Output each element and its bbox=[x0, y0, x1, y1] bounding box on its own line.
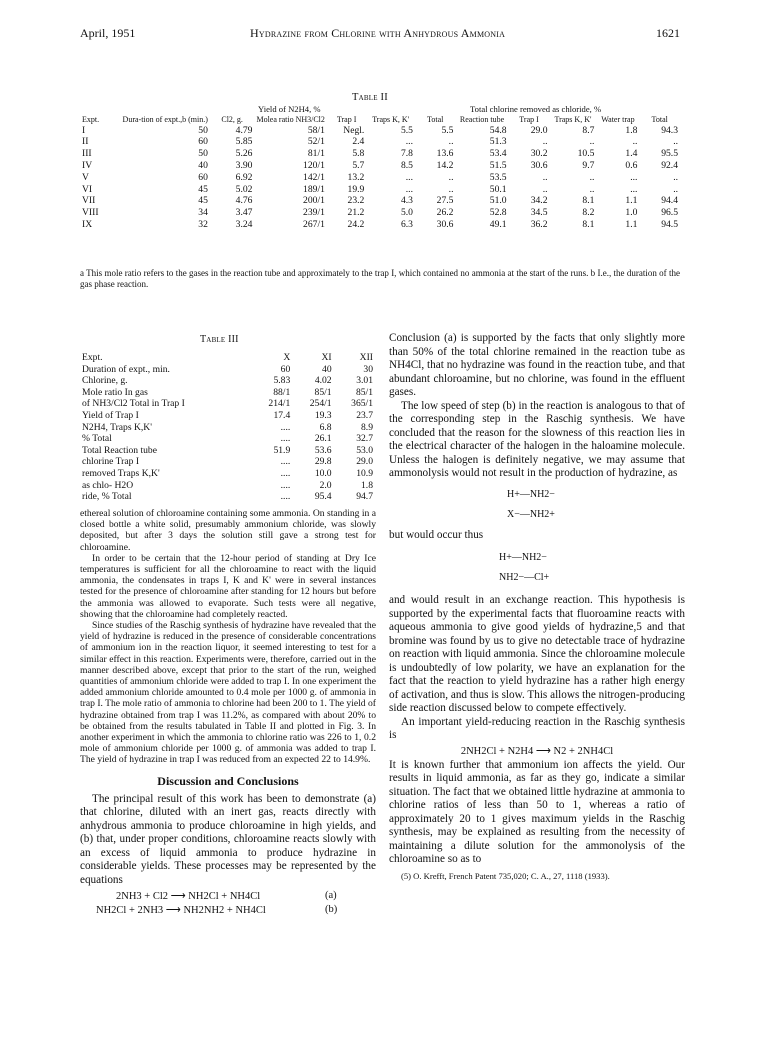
table2-cell: 92.4 bbox=[661, 159, 678, 171]
table2-row bbox=[80, 207, 680, 219]
table2-cell: 50 bbox=[198, 124, 208, 136]
table3-cell: .... bbox=[280, 491, 291, 503]
table3-cell: of NH3/Cl2 Total in Trap I bbox=[82, 398, 185, 410]
equation-b-label: (b) bbox=[325, 904, 338, 916]
table3-cell: 2.0 bbox=[319, 479, 332, 491]
table3-cell: 214/1 bbox=[268, 398, 291, 410]
table-2 bbox=[80, 116, 680, 231]
table2-row bbox=[80, 125, 680, 137]
table2-cell: 189/1 bbox=[303, 183, 325, 195]
table2-cell: .. bbox=[448, 183, 454, 195]
section-heading: Discussion and Conclusions bbox=[157, 773, 299, 788]
table3-cell: 29.8 bbox=[314, 456, 332, 468]
table2-cell: 5.5 bbox=[441, 124, 454, 136]
table-3 bbox=[80, 352, 375, 503]
table3-cell: Mole ratio In gas bbox=[82, 386, 148, 398]
table3-cell: .... bbox=[280, 421, 291, 433]
table2-cell: 0.6 bbox=[625, 159, 638, 171]
table2-cell: 60 bbox=[198, 171, 208, 183]
table2-cell: 34 bbox=[198, 207, 208, 219]
table3-cell: 53.0 bbox=[356, 444, 373, 456]
table3-row bbox=[80, 491, 375, 503]
formula-2-line-2: NH2−—Cl+ bbox=[499, 572, 550, 583]
table2-cell: 30.2 bbox=[530, 148, 548, 160]
table3-cell: 60 bbox=[280, 363, 291, 375]
table2-cell: 8.1 bbox=[582, 218, 595, 230]
table2-cell: II bbox=[82, 136, 89, 148]
table2-cell: 32 bbox=[198, 218, 208, 230]
table3-cell: Duration of expt., min. bbox=[82, 363, 170, 375]
table2-cell: ... bbox=[405, 183, 413, 195]
table2-cell: 5.0 bbox=[400, 207, 413, 219]
table3-cell: 32.7 bbox=[356, 433, 373, 445]
table3-cell: X bbox=[283, 352, 291, 363]
table2-cell: 45 bbox=[198, 195, 208, 207]
table2-cell: 13.2 bbox=[347, 171, 365, 183]
table3-cell: 6.8 bbox=[319, 421, 332, 433]
table2-cell: V bbox=[82, 171, 89, 183]
table2-row bbox=[80, 184, 680, 196]
table3-row bbox=[80, 480, 375, 492]
table2-cell: 94.4 bbox=[661, 195, 678, 207]
table2-cell: 239/1 bbox=[303, 207, 325, 219]
table2-cell: 4.3 bbox=[400, 195, 413, 207]
table2-cell: III bbox=[82, 148, 92, 160]
table3-cell: Expt. bbox=[82, 352, 103, 363]
table2-cell: 3.47 bbox=[235, 207, 253, 219]
equation-c: 2NH2Cl + N2H4 ⟶ N2 + 2NH4Cl bbox=[460, 745, 614, 757]
table2-cell: ... bbox=[630, 183, 638, 195]
table2-cell: .. bbox=[673, 183, 678, 195]
table3-cell: XI bbox=[321, 352, 332, 363]
table3-cell: XII bbox=[359, 352, 373, 363]
left-paragraph-1: ethereal solution of chloroamine containing some ammonia. On standing in a closed bottle a white solid, presumably ammonium chloride, was slowly deposited, but after 3 days the solution still gave a strong test for chloroamine. bbox=[80, 508, 377, 553]
table2-header: Dura-tion of expt.,b (min.) bbox=[122, 115, 208, 124]
table3-row bbox=[80, 375, 375, 387]
table3-cell: 94.7 bbox=[356, 491, 373, 503]
table2-cell: 8.5 bbox=[400, 159, 413, 171]
equation-a-label: (a) bbox=[325, 890, 337, 902]
table3-cell: 5.83 bbox=[273, 375, 291, 387]
table2-cell: ... bbox=[405, 171, 413, 183]
formula-2-line-1: H+—NH2− bbox=[499, 552, 547, 563]
table2-cell: 53.5 bbox=[489, 171, 507, 183]
table3-row bbox=[80, 352, 375, 364]
table2-header-row bbox=[80, 116, 680, 125]
table2-row bbox=[80, 195, 680, 207]
table2-cell: 4.79 bbox=[235, 124, 253, 136]
table3-cell: 3.01 bbox=[356, 375, 373, 387]
table2-cell: IX bbox=[82, 218, 93, 230]
formula-1-line-1: H+—NH2− bbox=[507, 488, 555, 500]
table2-row bbox=[80, 148, 680, 160]
table2-cell: 7.8 bbox=[400, 148, 413, 160]
table2-title: Table II bbox=[352, 92, 388, 103]
table2-row bbox=[80, 160, 680, 172]
table2-cell: 96.5 bbox=[661, 207, 678, 219]
table2-cell: 49.1 bbox=[489, 218, 507, 230]
table2-cell: 1.8 bbox=[625, 124, 638, 136]
table2-cell: 13.6 bbox=[436, 148, 454, 160]
table2-cell: 52/1 bbox=[307, 136, 325, 148]
footnote-5: (5) O. Krefft, French Patent 735,020; C. A., 27, 1118 (1933). bbox=[401, 870, 610, 881]
table2-cell: 30.6 bbox=[530, 159, 548, 171]
table3-row bbox=[80, 422, 375, 434]
table2-cell: 267/1 bbox=[303, 218, 325, 230]
table2-header: Total bbox=[651, 115, 668, 124]
table2-cell: 10.5 bbox=[577, 148, 595, 160]
table2-cell: 27.5 bbox=[436, 195, 454, 207]
equation-b-text: NH2Cl + 2NH3 ⟶ NH2NH2 + NH4Cl bbox=[96, 905, 266, 917]
table2-header: Total bbox=[427, 115, 444, 124]
table3-cell: 95.4 bbox=[314, 491, 332, 503]
table3-cell: 29.0 bbox=[356, 456, 373, 468]
table2-cell: I bbox=[82, 124, 86, 136]
table2-cell: 5.7 bbox=[352, 159, 365, 171]
table3-title: Table III bbox=[200, 334, 239, 345]
table2-cell: 8.7 bbox=[582, 124, 595, 136]
table2-cell: 51.5 bbox=[489, 159, 507, 171]
page-number: 1621 bbox=[656, 26, 680, 40]
table2-cell: 52.8 bbox=[489, 207, 507, 219]
table2-cell: 5.8 bbox=[352, 148, 365, 160]
right-paragraph-4: An important yield-reducing reaction in the Raschig synthesis is bbox=[389, 715, 685, 741]
table2-cell: 34.5 bbox=[530, 207, 548, 219]
table2-cell: 60 bbox=[198, 136, 208, 148]
table2-cell: ... bbox=[405, 136, 413, 148]
formula-2 bbox=[499, 548, 685, 588]
table3-cell: 4.02 bbox=[314, 375, 332, 387]
table3-cell: ride, % Total bbox=[82, 491, 132, 503]
table2-cell: 3.90 bbox=[235, 159, 253, 171]
table2-cell: 51.3 bbox=[489, 136, 507, 148]
table2-cell: 1.4 bbox=[625, 148, 638, 160]
table3-cell: .... bbox=[280, 479, 291, 491]
right-paragraph-3: and would result in an exchange reaction. This hypothesis is supported by the experimental facts that fluoroamine reacts with aqueous ammonia to give good yields of hydrazine,5 and that bromine was found by us to give no detectable trace of hydrazine on reaction with liquid ammonia. Since the chloroamine molecule is undoubtedly of low polarity, we have an explanation for the fact that the reaction to yield hydrazine has a rather high energy of activation, and thus is slow. This allows the nitrogen-producing side reaction discussed below to compete effectively. bbox=[389, 594, 685, 714]
left-paragraph-2: In order to be certain that the 12-hour period of standing at Dry Ice temperatures is sufficient for all the chloroamine to react with the liquid ammonia, the condensates in traps I, K and K' were in several instances tested for the presence of chloroamine after standing for 12 hours but before the ammonia was allowed to evaporate. Such tests were all negative, showing that the chloroamine had completely reacted. bbox=[80, 552, 376, 620]
table2-cell: 8.1 bbox=[582, 195, 595, 207]
table2-header: Trap I bbox=[519, 115, 539, 124]
table3-cell: Total Reaction tube bbox=[82, 444, 157, 456]
table2-cell: .. bbox=[673, 136, 678, 148]
table2-cell: ... bbox=[630, 171, 638, 183]
table2-cell: 6.3 bbox=[400, 218, 413, 230]
table2-header: Traps K, K' bbox=[554, 115, 592, 124]
table3-cell: 23.7 bbox=[356, 409, 373, 421]
table2-cell: 8.2 bbox=[582, 207, 595, 219]
table2-cell: 58/1 bbox=[307, 124, 325, 136]
table2-cell: .. bbox=[589, 136, 595, 148]
table2-row bbox=[80, 219, 680, 231]
table2-cell: .. bbox=[589, 171, 595, 183]
table3-cell: 10.0 bbox=[314, 467, 332, 479]
running-date: April, 1951 bbox=[80, 26, 136, 40]
table3-cell: 19.3 bbox=[314, 409, 332, 421]
table2-header: Cl2, g. bbox=[221, 115, 243, 124]
table3-cell: 10.9 bbox=[356, 467, 373, 479]
table3-row bbox=[80, 387, 375, 399]
table2-header: Expt. bbox=[82, 115, 100, 124]
table2-cell: 94.5 bbox=[661, 218, 678, 230]
table2-cell: 29.0 bbox=[530, 124, 548, 136]
table2-cell: 94.3 bbox=[661, 124, 678, 136]
equation-b bbox=[80, 904, 376, 918]
table2-cell: 26.2 bbox=[436, 207, 454, 219]
table3-cell: 8.9 bbox=[361, 421, 373, 433]
table3-cell: Chlorine, g. bbox=[82, 375, 128, 387]
table3-cell: 40 bbox=[322, 363, 332, 375]
table3-cell: chlorine Trap I bbox=[82, 456, 140, 468]
table2-cell: 14.2 bbox=[436, 159, 454, 171]
table2-cell: .. bbox=[673, 171, 678, 183]
table2-cell: 3.24 bbox=[235, 218, 253, 230]
table2-header: Trap I bbox=[336, 115, 357, 124]
table2-cell: 40 bbox=[198, 159, 208, 171]
table2-row bbox=[80, 172, 680, 184]
table2-cell: 5.85 bbox=[235, 136, 253, 148]
equation-a bbox=[80, 890, 376, 904]
table3-row bbox=[80, 364, 375, 376]
table3-cell: .... bbox=[280, 456, 291, 468]
left-paragraph-3: Since studies of the Raschig synthesis of hydrazine have revealed that the yield of hydrazine is reduced in the presence of considerable concentrations of ammonium ion in the reaction liquor, it seemed interesting to test for a similar effect in this reaction. Experiments were, therefore, carried out in the manner described above, except that prior to the start of the run, weighed quantities of ammonium chloride were added to trap I. In one experiment the added ammonium chloride amounted to 0.4 mole per 1000 g. of ammonia in trap I. The mole ratio of ammonia to chlorine had been 200 to 1. The yield of hydrazine obtained from trap I was 11.2%, as compared with about 20% to be obtained from the results tabulated in Table II and plotted in Fig. 3. In another experiment in which the ammonia to chlorine ratio was 226 to 1, 0.2 mole of ammonium chloride per 1000 g. of ammonia was added to trap I. The yield of hydrazine in trap I was reduced from an expected 22 to 14.9%. bbox=[80, 620, 376, 766]
table2-cell: 1.0 bbox=[625, 207, 638, 219]
table2-header: Molea ratio NH3/Cl2 bbox=[256, 115, 325, 124]
table2-header: Traps K, K' bbox=[372, 115, 410, 124]
table2-cell: .. bbox=[589, 183, 595, 195]
table2-cell: 120/1 bbox=[303, 159, 325, 171]
table2-cell: VII bbox=[82, 195, 96, 207]
table2-cell: 19.9 bbox=[347, 183, 365, 195]
table3-row bbox=[80, 445, 375, 457]
table3-cell: 53.6 bbox=[314, 444, 332, 456]
table2-cell: 1.1 bbox=[625, 195, 638, 207]
table3-cell: 254/1 bbox=[309, 398, 332, 410]
table3-cell: .... bbox=[280, 433, 291, 445]
table2-cell: 21.2 bbox=[347, 207, 365, 219]
table2-cell: 5.02 bbox=[235, 183, 253, 195]
table3-cell: 51.9 bbox=[273, 444, 291, 456]
table2-cell: VIII bbox=[82, 207, 99, 219]
table2-cell: 34.2 bbox=[530, 195, 548, 207]
right-paragraph-5: It is known further that ammonium ion affects the yield. Our results in liquid ammonia, as far as they go, indicate a similar situation. The fact that we obtained little hydrazine at ammonia to chlorine ratios of less than 50 to 1, whereas a ratio of approximately 20 to 1 gives maximum yields in the Raschig synthesis, may be explained as resulting from the necessity of maintaining a dilute solution for the ammonolysis of the chloroamine so as to bbox=[389, 758, 685, 865]
equation-a-text: 2NH3 + Cl2 ⟶ NH2Cl + NH4Cl bbox=[116, 891, 261, 903]
table3-row bbox=[80, 468, 375, 480]
table2-cell: 50 bbox=[198, 148, 208, 160]
table2-cell: Negl. bbox=[343, 124, 365, 136]
right-transition: but would occur thus bbox=[389, 528, 484, 541]
table2-cell: 81/1 bbox=[307, 148, 325, 160]
table2-cell: 54.8 bbox=[489, 124, 507, 136]
table3-cell: 30 bbox=[363, 363, 373, 375]
table3-cell: 85/1 bbox=[314, 386, 332, 398]
table3-cell: 1.8 bbox=[361, 479, 373, 491]
formula-1-line-2: X−—NH2+ bbox=[507, 508, 555, 520]
table2-header: Reaction tube bbox=[459, 115, 505, 124]
table2-cell: 2.4 bbox=[352, 136, 365, 148]
table2-cell: .. bbox=[542, 136, 548, 148]
table3-row bbox=[80, 398, 375, 410]
table2-cell: 200/1 bbox=[303, 195, 325, 207]
table2-cell: .. bbox=[542, 171, 548, 183]
table2-cell: 9.7 bbox=[582, 159, 595, 171]
table2-cell: 1.1 bbox=[625, 218, 638, 230]
table3-cell: N2H4, Traps K,K' bbox=[82, 421, 152, 433]
running-title: Hydrazine from Chlorine with Anhydrous Ammonia bbox=[250, 26, 506, 40]
table3-cell: Yield of Trap I bbox=[82, 409, 139, 421]
table3-cell: as chlo- H2O bbox=[82, 479, 134, 491]
table2-header: Water trap bbox=[601, 115, 635, 124]
table3-cell: 365/1 bbox=[351, 398, 373, 410]
right-paragraph-1: Conclusion (a) is supported by the facts that only slightly more than 50% of the total chlorine remained in the reaction tube as NH4Cl, that no hydrazine was found in the reaction tube, and that abundant chloroamine, but no chlorine, was found in the effluent gases. bbox=[389, 332, 685, 398]
table2-footnote: a This mole ratio refers to the gases in the reaction tube and approximately to the trap I, which contained no ammonia at the start of the runs. b I.e., the duration of the gas phase reaction. bbox=[80, 268, 680, 289]
table3-cell: 26.1 bbox=[314, 433, 332, 445]
table2-cell: .. bbox=[542, 183, 548, 195]
table2-cell: 51.0 bbox=[489, 195, 507, 207]
table2-cell: 30.6 bbox=[436, 218, 454, 230]
formula-1 bbox=[507, 485, 685, 525]
table2-group2: Total chlorine removed as chloride, % bbox=[470, 104, 602, 114]
table2-cell: 50.1 bbox=[489, 183, 507, 195]
table2-cell: 36.2 bbox=[530, 218, 548, 230]
table2-row bbox=[80, 136, 680, 148]
table2-cell: 4.76 bbox=[235, 195, 253, 207]
table2-cell: 53.4 bbox=[489, 148, 507, 160]
table3-row bbox=[80, 456, 375, 468]
table3-cell: 85/1 bbox=[355, 386, 373, 398]
table3-cell: % Total bbox=[82, 433, 112, 445]
table2-cell: 6.92 bbox=[235, 171, 253, 183]
table2-cell: 24.2 bbox=[347, 218, 365, 230]
table2-cell: 5.26 bbox=[235, 148, 253, 160]
table2-cell: VI bbox=[82, 183, 93, 195]
table2-cell: .. bbox=[632, 136, 638, 148]
table2-cell: .. bbox=[448, 136, 454, 148]
table2-cell: .. bbox=[448, 171, 454, 183]
table2-cell: 45 bbox=[198, 183, 208, 195]
table2-cell: 23.2 bbox=[347, 195, 365, 207]
table2-cell: IV bbox=[82, 159, 93, 171]
right-paragraph-2: The low speed of step (b) in the reaction is analogous to that of the corresponding step in the Raschig synthesis. We have concluded that the reason for the slowness of this reaction lies in the electrical character of the halogen in the haloamine molecule. Unless the halogen is definitely negative, we may assume that ammonolysis would not result in the production of hydrazine, as bbox=[389, 399, 685, 479]
table2-group1: Yield of N2H4, % bbox=[258, 104, 321, 114]
table2-cell: 142/1 bbox=[303, 171, 325, 183]
table3-row bbox=[80, 410, 375, 422]
table3-cell: 17.4 bbox=[273, 409, 291, 421]
table2-cell: 5.5 bbox=[400, 124, 413, 136]
table3-cell: 88/1 bbox=[273, 386, 291, 398]
table2-cell: 95.5 bbox=[661, 148, 678, 160]
table3-cell: removed Traps K,K' bbox=[82, 467, 160, 479]
left-paragraph-4: The principal result of this work has been to demonstrate (a) that chlorine, diluted with an inert gas, reacts directly with anhydrous ammonia to produce chloroamine in high yields, and (b) that, under proper conditions, chloroamine reacts slowly with an excess of liquid ammonia to produce hydrazine in considerable yields. These processes may be represented by the equations bbox=[80, 792, 376, 886]
table3-cell: .... bbox=[280, 467, 291, 479]
table3-row bbox=[80, 433, 375, 445]
